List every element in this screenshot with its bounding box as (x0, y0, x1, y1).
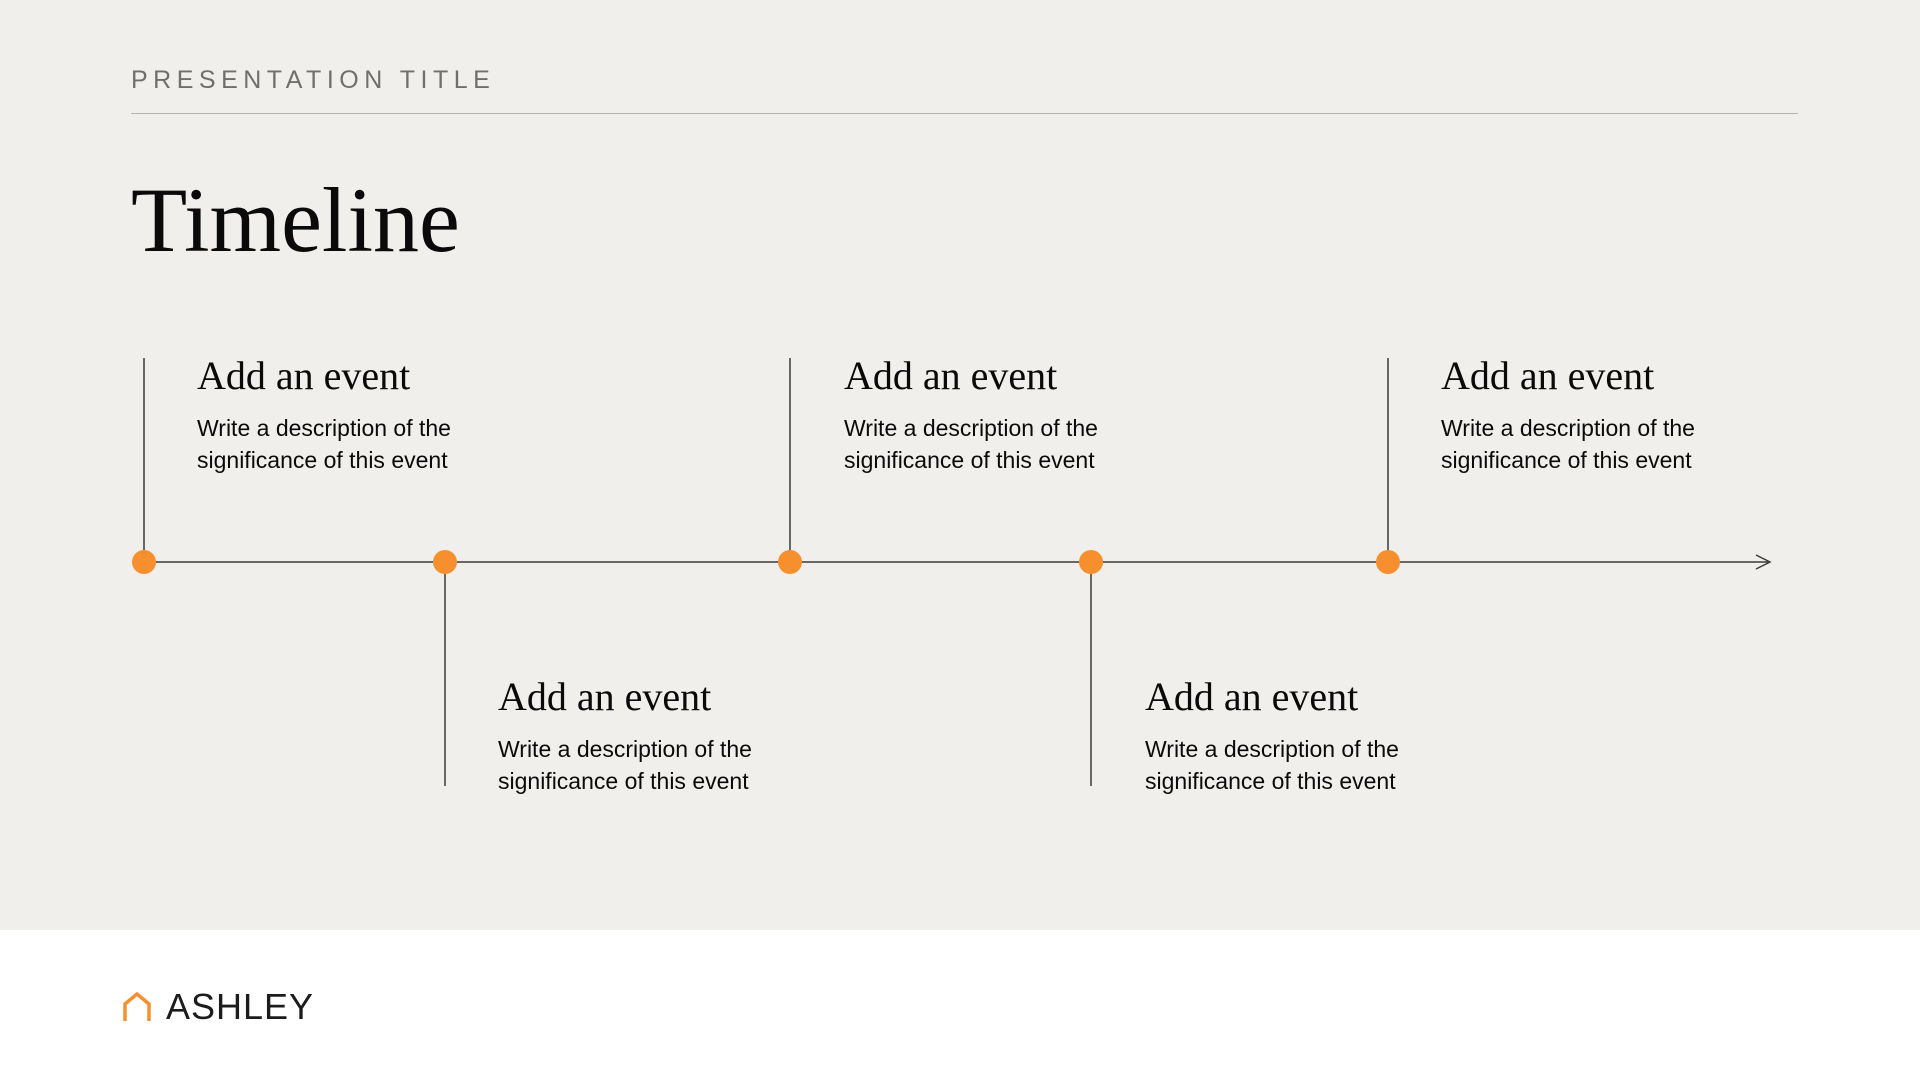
event-marker-1 (132, 550, 156, 574)
event-marker-3 (778, 550, 802, 574)
event-title: Add an event (1441, 353, 1655, 398)
house-outline-icon (122, 991, 152, 1023)
event-title: Add an event (1145, 674, 1359, 719)
event-5 (1441, 352, 1741, 476)
brand-name: ASHLEY (166, 986, 315, 1027)
event-title: Add an event (197, 353, 411, 398)
event-3 (844, 352, 1144, 476)
event-4 (1145, 673, 1445, 797)
page-title: Timeline (131, 169, 460, 271)
event-description: Write a description of the significance of this event (1145, 736, 1399, 794)
brand-logo (122, 986, 314, 1028)
event-2 (498, 673, 798, 797)
event-description: Write a description of the significance of this event (197, 415, 451, 473)
event-marker-2 (433, 550, 457, 574)
event-title: Add an event (844, 353, 1058, 398)
event-marker-5 (1376, 550, 1400, 574)
event-marker-4 (1079, 550, 1103, 574)
event-description: Write a description of the significance of this event (844, 415, 1098, 473)
event-description: Write a description of the significance of this event (1441, 415, 1695, 473)
event-title: Add an event (498, 674, 712, 719)
event-description: Write a description of the significance of this event (498, 736, 752, 794)
presentation-title: PRESENTATION TITLE (131, 66, 496, 94)
event-1 (197, 352, 497, 476)
